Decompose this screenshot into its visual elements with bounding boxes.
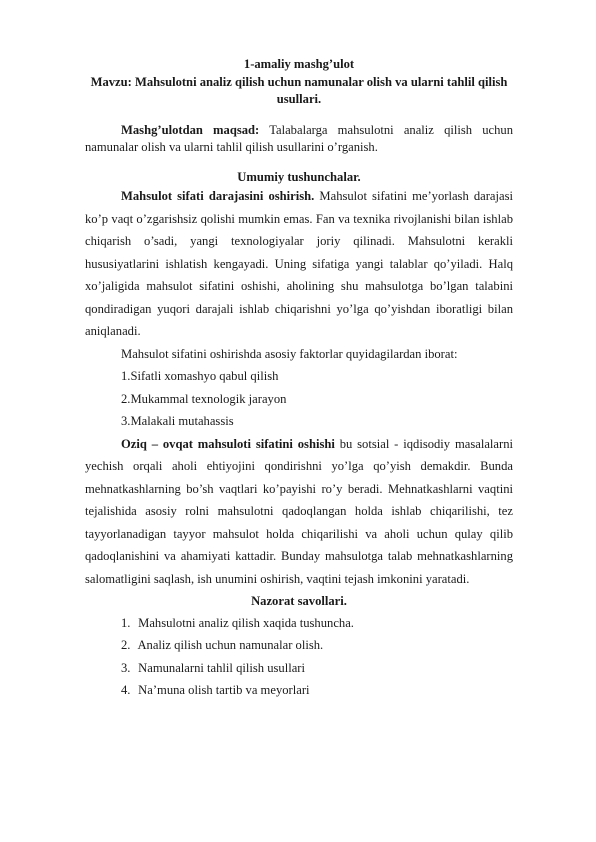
question-number: 3. <box>121 660 131 675</box>
factor-item: 3.Malakali mutahassis <box>121 414 234 428</box>
factors-intro: Mahsulot sifatini oshirishda asosiy faktorlar quyidagilardan iborat: <box>121 346 458 361</box>
general-heading: Umumiy tushunchalar. <box>237 170 361 184</box>
question-text: Na’muna olish tartib va meyorlari <box>135 682 310 697</box>
question-text: Mahsulotni analiz qilish xaqida tushuncha. <box>135 616 354 630</box>
page-title: 1-amaliy mashg’ulot <box>243 57 355 71</box>
food-paragraph <box>85 433 513 591</box>
question-number: 1. <box>121 616 131 630</box>
goal-paragraph <box>85 122 513 156</box>
document-page <box>85 56 513 701</box>
question-number: 2. <box>121 638 131 653</box>
quality-text: Mahsulot sifatini me’yorlash darajasi ko’p vaqt o’zgarishsiz qolishi mumkin emas. Fan va texnika rivojlanishi bilan ishlab chiqarish o’sadi, yangi texnologiyalar joriy qilinadi. Mahsulotni kerakli hususiyatlarini ishlatish kengayadi. Uning sifatiga yangi talablar qo’yiladi. Halq xo’jaligida mahsulot sifatini oshishi, aholining shu mahsulotga bo’lgan talabini qondiradigan yuqori darajali ishlab chiqarishni yo’lga qo’yishdan iboratligi bilan aniqlanadi. <box>85 189 513 338</box>
quality-paragraph <box>85 185 513 343</box>
food-label: Oziq – ovqat mahsuloti sifatini oshishi <box>121 436 335 451</box>
food-text: bu sotsial - iqdisodiy masalalarni yechish orqali aholi ehtiyojini qondirishni yo’lga qo’yish demakdir. Bunda mehnatkashlarning bo’sh vaqtlari ko’payishi ro’y beradi. Mehnatkashlarni vaqtini tejalishida asosiy rolni mahsulotni qadoqlangan holda ishlab chiqarilishi, tez tayyorlanadigan tayyor mahsulot holda chiqarilishi va aholi uchun qulay qilib qadoqlanishini va ahamiyati kattadir. Bunday mahsulotga talab mehnatkashlarning salomatligini saqlash, ish unumini oshirish, vaqtini tejash imkonini yaratadi. <box>85 436 513 586</box>
goal-label: Mashg’ulotdan maqsad: <box>121 123 260 137</box>
question-number: 4. <box>121 682 131 697</box>
question-item <box>85 612 513 634</box>
lesson-topic: Mavzu: Mahsulotni analiz qilish uchun namunalar olish va ularni tahlil qilish usullari. <box>90 75 508 106</box>
factor-item: 2.Mukammal texnologik jarayon <box>121 391 287 406</box>
question-item <box>85 679 513 701</box>
question-item <box>85 657 513 679</box>
factor-item: 1.Sifatli xomashyo qabul qilish <box>121 369 279 383</box>
control-heading: Nazorat savollari. <box>251 594 347 608</box>
question-text: Analiz qilish uchun namunalar olish. <box>135 638 324 653</box>
quality-label: Mahsulot sifati darajasini oshirish. <box>121 189 315 203</box>
goal-text: Talabalarga mahsulotni analiz qilish uchun namunalar olish va ularni tahlil qilish usullarini o’rganish. <box>85 123 514 154</box>
question-item <box>85 634 513 656</box>
question-text: Namunalarni tahlil qilish usullari <box>135 660 305 675</box>
